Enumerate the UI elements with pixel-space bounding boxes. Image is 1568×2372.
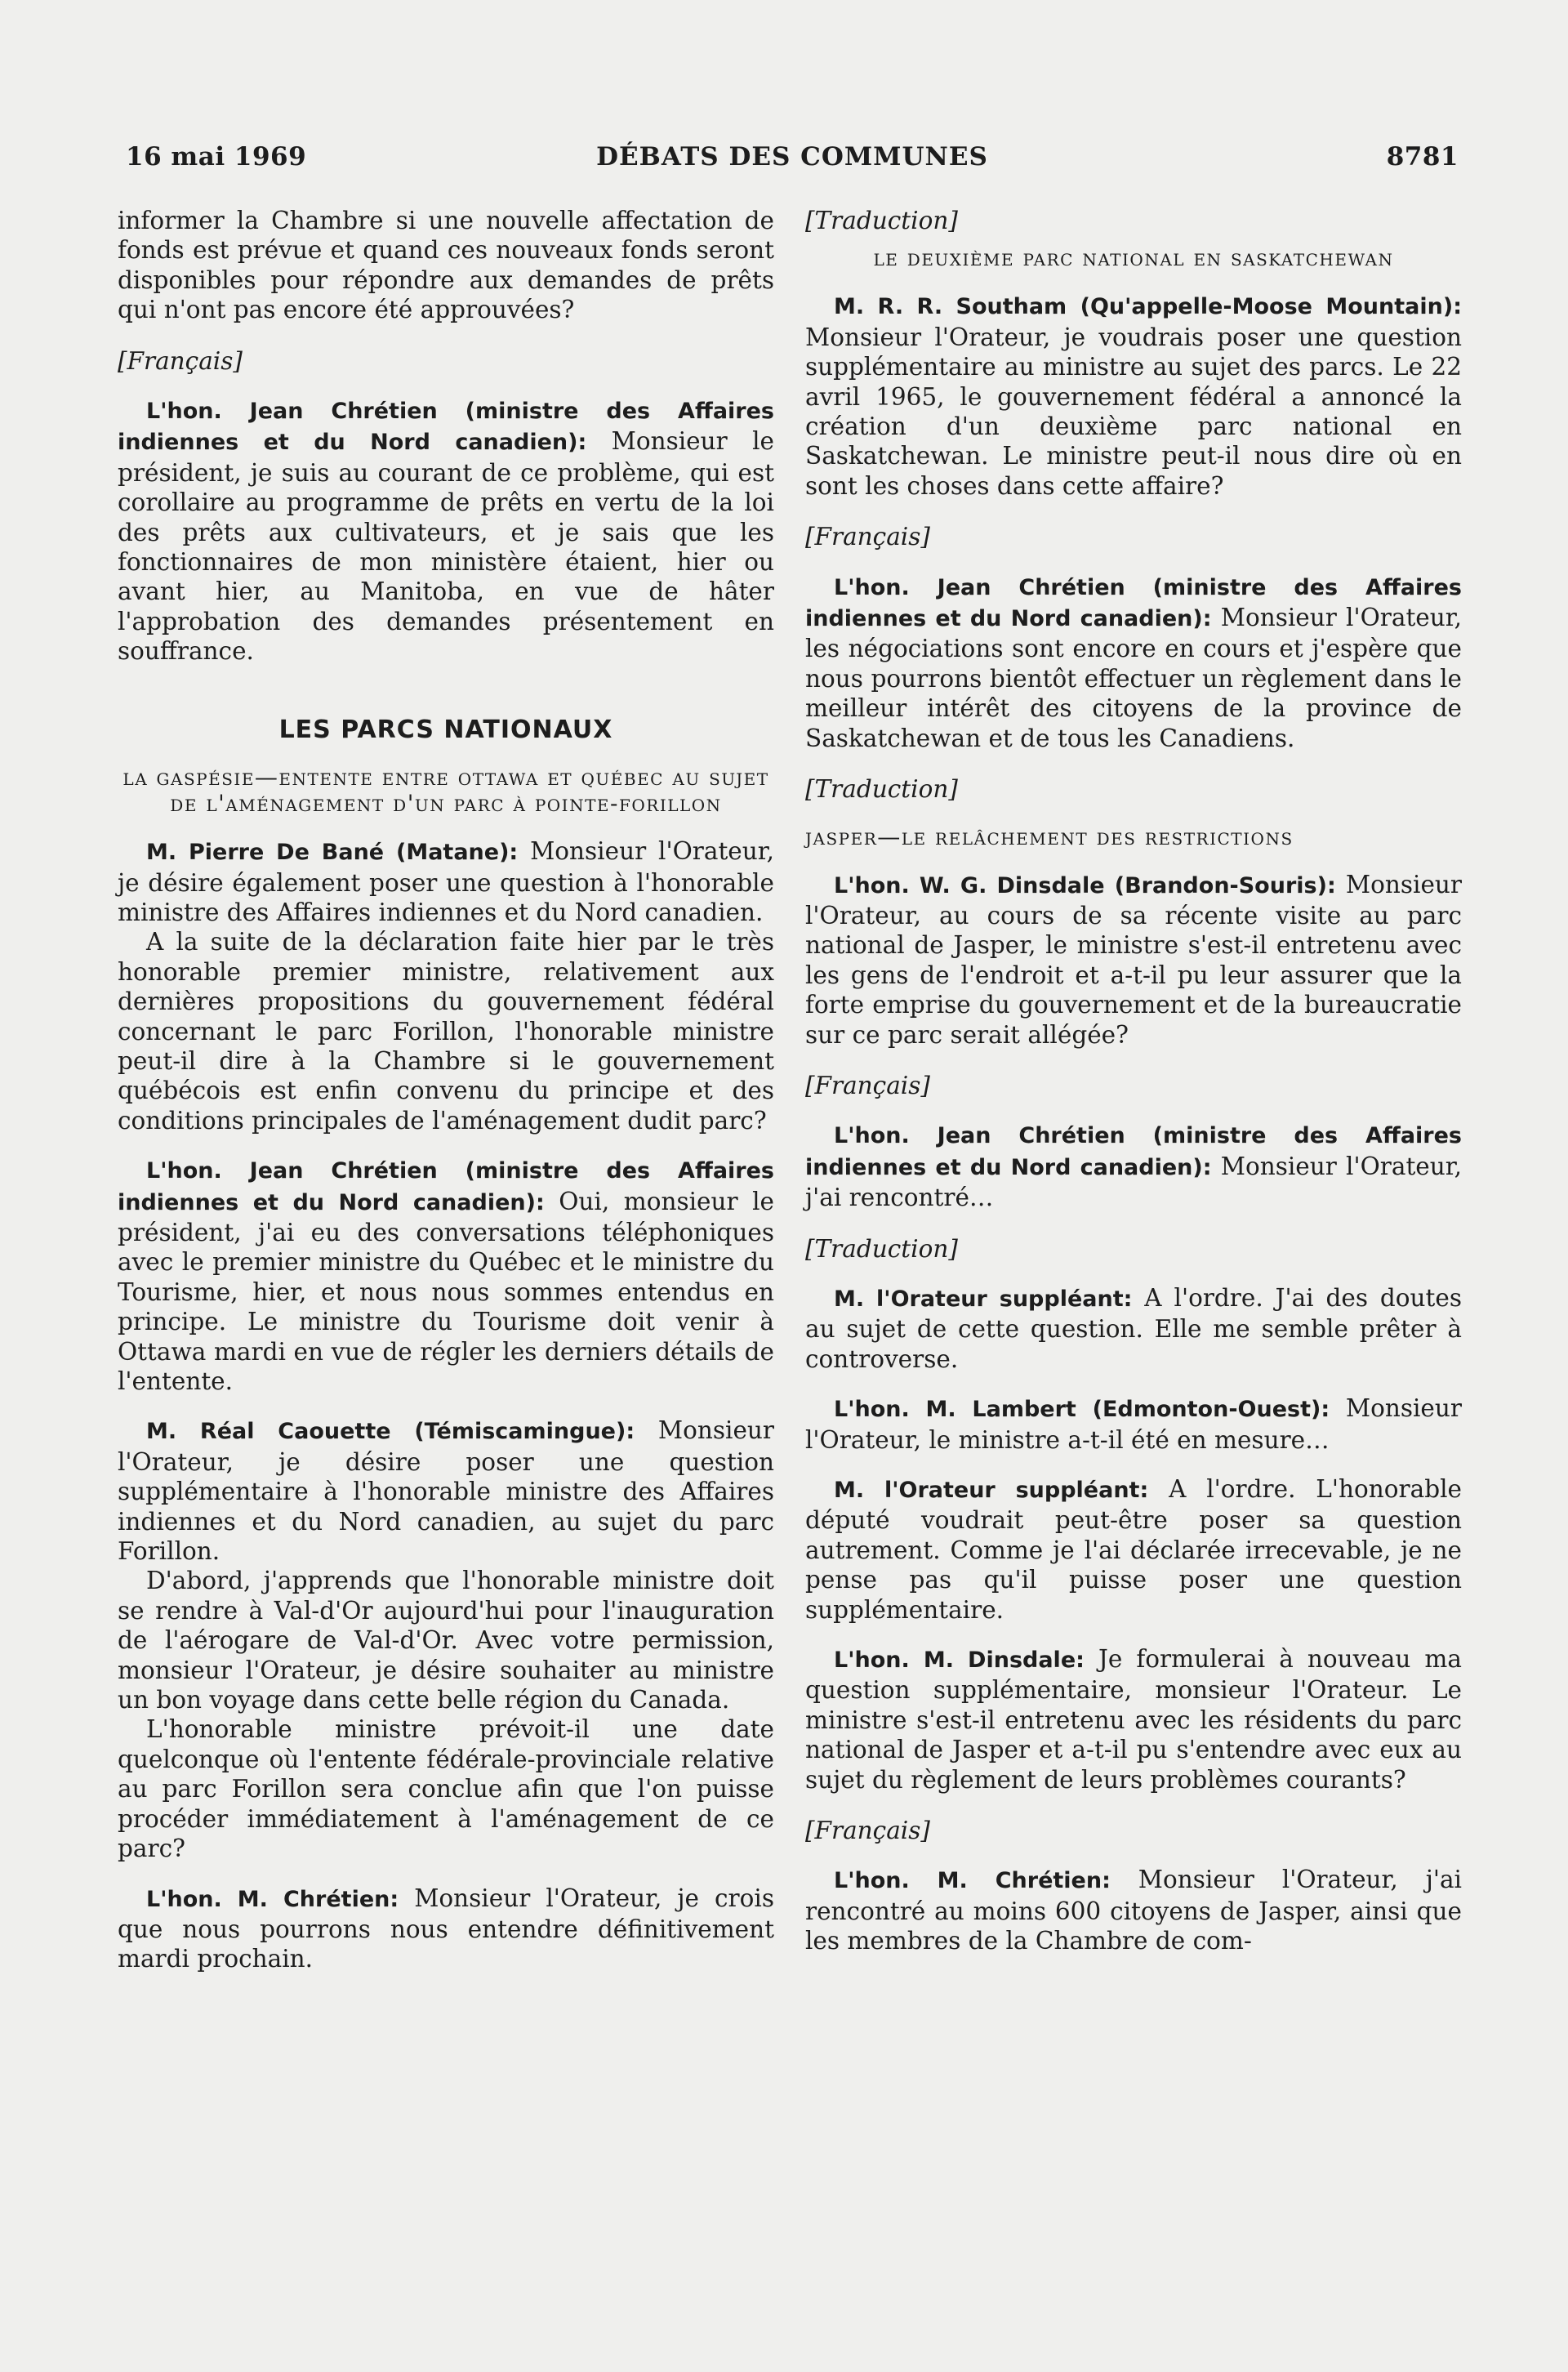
speech-paragraph <box>805 1865 1462 1955</box>
paragraph: informer la Chambre si une nouvelle affectation de fonds est prévue et quand ces nouveaux fonds seront disponibles pour répondre aux demandes de prêts qui n'ont pas encore été approuvées? <box>118 207 774 324</box>
speech-text: Monsieur l'Orateur, le ministre a-t-il été en mesure… <box>805 1394 1462 1454</box>
speaker-name: M. Réal Caouette (Témiscamingue): <box>146 1419 635 1445</box>
speech-paragraph <box>118 836 774 927</box>
speech-text: Je formulerai à nouveau ma question supplémentaire, monsieur l'Orateur. Le ministre s'est-il entretenu avec les résidents du parc national de Jasper et a-t-il pu s'entendre avec eux au sujet du règlement de leurs problèmes courants? <box>805 1645 1462 1794</box>
language-marker: [Traduction] <box>805 775 958 804</box>
speech-continuation: A la suite de la déclaration faite hier par le très honorable premier ministre, relativement aux dernières propositions du gouvernement fédéral concernant le parc Forillon, l'honorable ministre peut-il dire à la Chambre si le gouvernement québécois est enfin convenu du principe et des conditions principales de l'aménagement dudit parc? <box>118 928 774 1135</box>
speaker-name: L'hon. M. Chrétien: <box>146 1886 399 1912</box>
speaker-name: M. R. R. Southam (Qu'appelle-Moose Mountain): <box>834 294 1462 320</box>
speech-text: Monsieur l'Orateur, les négociations sont encore en cours et j'espère que nous pourrons bientôt effectuer un règlement dans le meilleur intérêt des citoyens de la province de Saskatchewan et de tous les Canadiens. <box>805 604 1462 752</box>
speech-text: Monsieur l'Orateur, je désire également poser une question à l'honorable ministre des Affaires indiennes et du Nord canadien. <box>118 837 774 926</box>
speech-paragraph <box>805 1393 1462 1455</box>
speech-text: Monsieur l'Orateur, je voudrais poser une question supplémentaire au ministre au sujet des parcs. Le 22 avril 1965, le gouvernement fédéral a annoncé la création d'un deuxième parc national en Saskatchewan. Le ministre peut-il nous dire où en sont les choses dans cette affaire? <box>805 323 1462 500</box>
speech-paragraph <box>118 395 774 667</box>
speech-paragraph <box>805 1644 1462 1795</box>
speaker-name: L'hon. Jean Chrétien (ministre des Affaires indiennes et du Nord canadien): <box>118 399 774 456</box>
speaker-name: L'hon. W. G. Dinsdale (Brandon-Souris): <box>834 872 1336 898</box>
header-title: DÉBATS DES COMMUNES <box>596 142 988 172</box>
speech-paragraph <box>118 1155 774 1396</box>
language-marker: [Traduction] <box>805 1234 958 1263</box>
language-marker: [Traduction] <box>805 207 958 234</box>
language-marker: [Français] <box>805 1817 930 1845</box>
speaker-name: L'hon. Jean Chrétien (ministre des Affaires indiennes et du Nord canadien): <box>805 1123 1462 1180</box>
speech-continuation: D'abord, j'apprends que l'honorable ministre doit se rendre à Val-d'Or aujourd'hui pour l'inauguration de l'aérogare de Val-d'Or. Avec votre permission, monsieur l'Orateur, je désire souhaiter au ministre un bon voyage dans cette belle région du Canada. <box>118 1567 774 1714</box>
language-marker: [Français] <box>805 1071 930 1099</box>
speech-text: A l'ordre. L'honorable député voudrait peut-être poser sa question autrement. Comme je l'ai déclarée irrecevable, je ne pense pas qu'il puisse poser une question supplémentaire. <box>805 1475 1462 1624</box>
speech-text: A l'ordre. J'ai des doutes au sujet de cette question. Elle me semble prêter à controverse. <box>805 1283 1462 1373</box>
speaker-name: L'hon. M. Chrétien: <box>834 1868 1111 1894</box>
speech-text: Monsieur le président, je suis au courant de ce problème, qui est corollaire au programme de prêts en vertu de la loi des prêts aux cultivateurs, et je sais que les fonctionnaires de mon ministère étaient, hier ou avant hier, au Manitoba, en vue de hâter l'approbation des demandes présentement en souffrance. <box>118 427 775 666</box>
speaker-name: L'hon. Jean Chrétien (ministre des Affaires indiennes et du Nord canadien): <box>805 574 1462 632</box>
speaker-name: L'hon. Jean Chrétien (ministre des Affaires indiennes et du Nord canadien): <box>118 1158 774 1215</box>
speech-text: Oui, monsieur le président, j'ai eu des conversations téléphoniques avec le premier ministre du Québec et le ministre du Tourisme, hier, et nous nous sommes entendus en principe. Le ministre du Tourisme doit venir à Ottawa mardi en vue de régler les derniers détails de l'entente. <box>118 1187 774 1395</box>
speech-continuation: L'honorable ministre prévoit-il une date quelconque où l'entente fédérale-provinciale relative au parc Forillon sera conclue afin que l'on puisse procéder immédiatement à l'aménagement de ce parc? <box>118 1715 774 1863</box>
speech-paragraph <box>805 1474 1462 1625</box>
speech-paragraph <box>805 1283 1462 1374</box>
language-marker: [Français] <box>118 346 243 375</box>
right-column <box>805 206 1462 1956</box>
section-heading: LES PARCS NATIONAUX <box>278 715 613 744</box>
speaker-name: L'hon. M. Dinsdale: <box>834 1647 1085 1674</box>
speech-text: Monsieur l'Orateur, j'ai rencontré… <box>805 1152 1462 1212</box>
header-date: 16 mai 1969 <box>126 142 307 172</box>
speech-paragraph <box>805 870 1462 1050</box>
subheading: le deuxième parc national en saskatchewan <box>873 244 1394 272</box>
speech-text: Monsieur l'Orateur, je crois que nous pourrons nous entendre définitivement mardi prochain. <box>118 1884 774 1973</box>
speech-paragraph <box>805 1120 1462 1212</box>
speech-text: Monsieur l'Orateur, je désire poser une question supplémentaire à l'honorable ministre des Affaires indiennes et du Nord canadien, au sujet du parc Forillon. <box>118 1416 774 1566</box>
speech-paragraph <box>805 572 1462 753</box>
page-header <box>126 142 1459 183</box>
speaker-name: M. l'Orateur suppléant: <box>834 1286 1133 1312</box>
speech-paragraph <box>118 1884 774 1974</box>
speaker-name: M. Pierre De Bané (Matane): <box>146 840 519 866</box>
speaker-name: M. l'Orateur suppléant: <box>834 1478 1149 1503</box>
left-column <box>118 206 774 1974</box>
subheading: jasper—le relâchement des restrictions <box>805 823 1294 850</box>
speech-text: Monsieur l'Orateur, j'ai rencontré au moins 600 citoyens de Jasper, ainsi que les membres de la Chambre de com- <box>805 1866 1462 1955</box>
page-number: 8781 <box>1386 142 1459 172</box>
language-marker: [Français] <box>805 523 930 551</box>
speech-text: Monsieur l'Orateur, au cours de sa récente visite au parc national de Jasper, le ministre s'est-il entretenu avec les gens de l'endroit et a-t-il pu leur assurer que la forte emprise du gouvernement et de la bureaucratie sur ce parc serait allégée? <box>805 870 1463 1049</box>
speech-paragraph <box>118 1416 774 1566</box>
subheading: la gaspésie—entente entre ottawa et québec au sujet de l'aménagement d'un parc à pointe-forillon <box>122 764 769 818</box>
speaker-name: L'hon. M. Lambert (Edmonton-Ouest): <box>834 1397 1330 1423</box>
speech-paragraph <box>805 291 1462 501</box>
